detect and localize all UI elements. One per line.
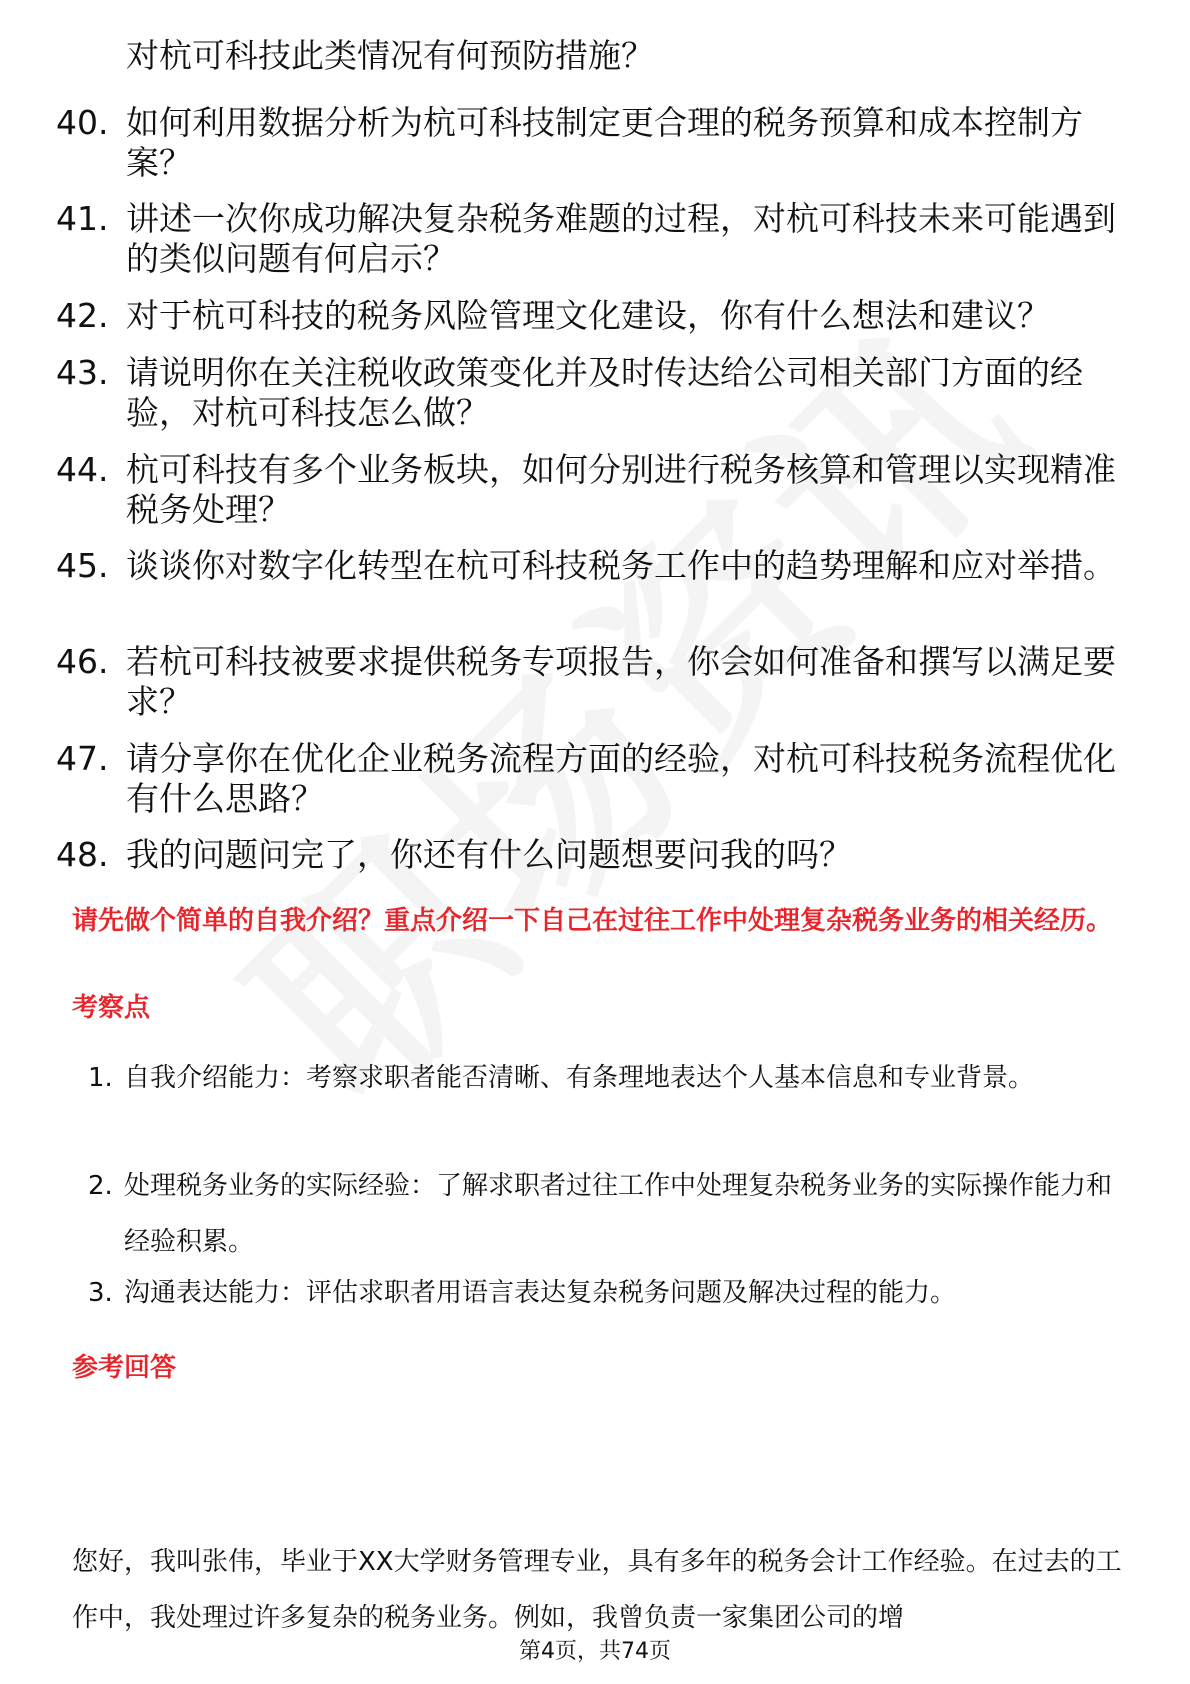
question-number: 45. [56, 546, 109, 585]
highlight-question: 请先做个简单的自我介绍？重点介绍一下自己在过往工作中处理复杂税务业务的相关经历。 [72, 906, 1113, 936]
section-title-cankao: 参考回答 [72, 1353, 177, 1383]
question-text: 对杭可科技此类情况有何预防措施？ [126, 36, 654, 75]
section-title-kaocha: 考察点 [72, 993, 151, 1023]
point-number: 1. [88, 1063, 113, 1093]
question-text: 讲述一次你成功解决复杂税务难题的过程，对杭可科技未来可能遇到的类似问题有何启示？ [126, 199, 1116, 278]
question-text: 我的问题问完了，你还有什么问题想要问我的吗？ [126, 835, 852, 874]
page-footer: 第4页，共74页 [519, 1639, 671, 1664]
question-number: 40. [56, 103, 109, 142]
point-text: 沟通表达能力：评估求职者用语言表达复杂税务问题及解决过程的能力。 [124, 1278, 957, 1308]
question-text: 杭可科技有多个业务板块，如何分别进行税务核算和管理以实现精准税务处理？ [126, 450, 1116, 529]
point-text: 自我介绍能力：考察求职者能否清晰、有条理地表达个人基本信息和专业背景。 [124, 1063, 1035, 1093]
point-number: 2. [88, 1171, 113, 1201]
question-text: 请分享你在优化企业税务流程方面的经验，对杭可科技税务流程优化有什么思路？ [126, 739, 1116, 818]
question-text: 谈谈你对数字化转型在杭可科技税务工作中的趋势理解和应对举措。 [126, 546, 1116, 585]
question-number: 44. [56, 450, 109, 489]
question-number: 41. [56, 199, 109, 238]
question-text: 若杭可科技被要求提供税务专项报告，你会如何准备和撰写以满足要求？ [126, 642, 1116, 721]
point-number: 3. [88, 1278, 113, 1308]
question-number: 48. [56, 835, 109, 874]
question-number: 46. [56, 642, 109, 681]
point-text: 处理税务业务的实际经验：了解求职者过往工作中处理复杂税务业务的实际操作能力和经验积累。 [124, 1171, 1113, 1257]
question-text: 对于杭可科技的税务风险管理文化建设，你有什么想法和建议？ [126, 296, 1050, 335]
question-number: 42. [56, 296, 109, 335]
question-number: 43. [56, 353, 109, 392]
reference-answer: 您好，我叫张伟，毕业于XX大学财务管理专业，具有多年的税务会计工作经验。在过去的工作中，我处理过许多复杂的税务业务。例如，我曾负责一家集团公司的增 [72, 1547, 1122, 1633]
question-number: 47. [56, 739, 109, 778]
question-text: 请说明你在关注税收政策变化并及时传达给公司相关部门方面的经验，对杭可科技怎么做？ [126, 353, 1083, 432]
question-text: 如何利用数据分析为杭可科技制定更合理的税务预算和成本控制方案？ [126, 103, 1083, 182]
